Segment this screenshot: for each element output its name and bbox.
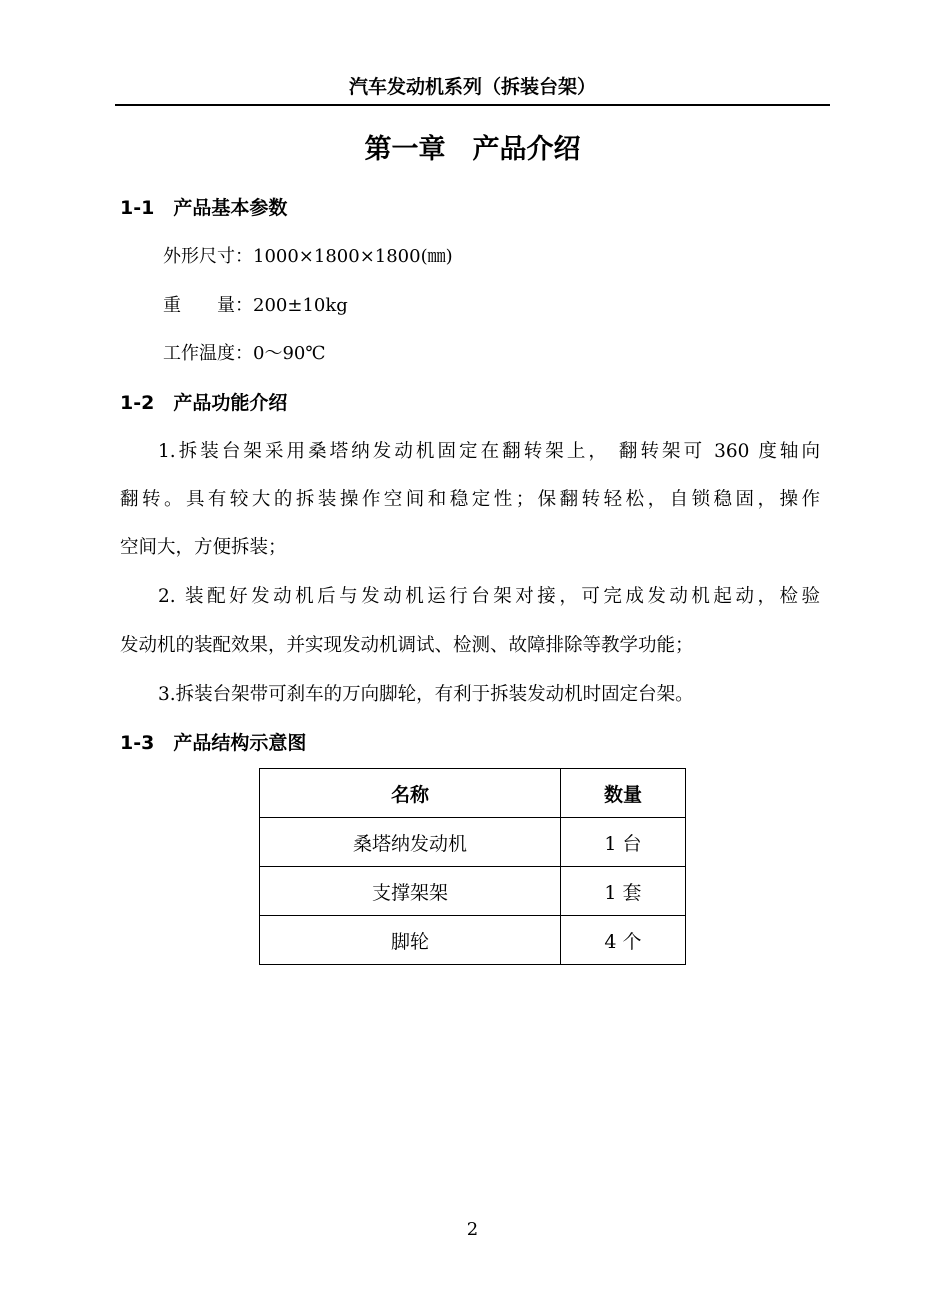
function-line-3: 空间大，方便拆装；: [120, 537, 287, 558]
table-cell-quantity: 4 个: [561, 916, 686, 965]
section-heading-1-3: 1-3 产品结构示意图: [120, 732, 307, 754]
header-title: 汽车发动机系列（拆装台架）: [348, 76, 596, 98]
table-cell-name: 支撑架架: [260, 867, 561, 916]
function-line-2: 翻转。具有较大的拆装操作空间和稳定性；保翻转轻松，自锁稳固，操作: [120, 489, 820, 510]
table-cell-name: 桑塔纳发动机: [260, 818, 561, 867]
param-weight: 重 量：200±10kg: [163, 295, 348, 316]
table-row: [260, 867, 686, 916]
function-line-4: 2. 装配好发动机后与发动机运行台架对接，可完成发动机起动，检验: [158, 586, 820, 607]
page-number: 2: [466, 1219, 479, 1240]
table-row: [260, 916, 686, 965]
table-cell-quantity: 1 套: [561, 867, 686, 916]
table-cell-quantity: 1 台: [561, 818, 686, 867]
table-header-row: [260, 769, 686, 818]
page-header: [115, 74, 830, 106]
table-header-quantity: 数量: [561, 769, 686, 818]
table-cell-name: 脚轮: [260, 916, 561, 965]
structure-table: [259, 768, 686, 965]
function-line-1: 1.拆装台架采用桑塔纳发动机固定在翻转架上， 翻转架可 360 度轴向: [158, 441, 820, 462]
param-dimensions: 外形尺寸：1000×1800×1800(㎜): [163, 246, 453, 267]
chapter-title: 第一章 产品介绍: [364, 134, 581, 165]
section-heading-1-1: 1-1 产品基本参数: [120, 197, 288, 219]
function-line-5: 发动机的装配效果，并实现发动机调试、检测、故障排除等教学功能；: [120, 635, 694, 656]
table-row: [260, 818, 686, 867]
param-temperature: 工作温度：0～90℃: [163, 343, 326, 364]
table-header-name: 名称: [260, 769, 561, 818]
section-heading-1-2: 1-2 产品功能介绍: [120, 392, 288, 414]
function-line-6: 3.拆装台架带可刹车的万向脚轮，有利于拆装发动机时固定台架。: [158, 684, 694, 705]
